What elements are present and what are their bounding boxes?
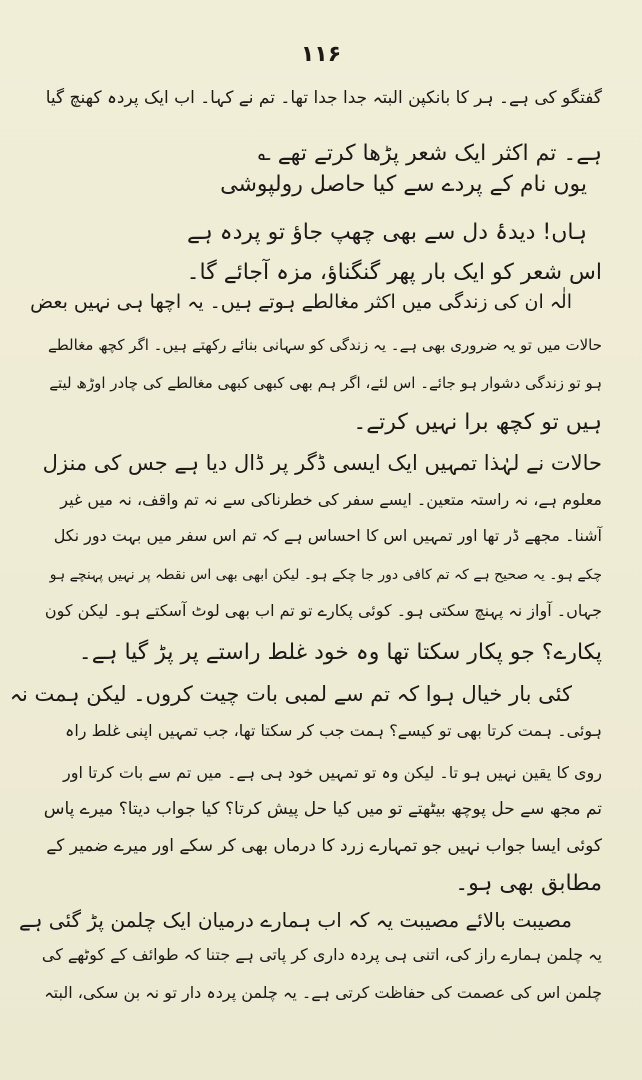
- text-line: تم مجھ سے حل پوچھ بیٹھتے تو میں کیا حل پیش کرتا؟ کیا جواب دیتا؟ میرے پاس: [43, 799, 602, 819]
- text-line: چلمن اس کی عصمت کی حفاظت کرتی ہے۔ یہ چلمن پردہ دار تو نہ بن سکی، البتہ: [44, 983, 602, 1002]
- text-line: مطابق بھی ہو۔: [455, 871, 602, 896]
- verse-line: ہاں! دیدۂ دل سے بھی چھپ جاؤ تو پردہ ہے: [186, 220, 587, 245]
- text-line: معلوم ہے، نہ راستہ متعین۔ ایسے سفر کی خطرناکی سے نہ تم واقف، نہ میں غیر: [60, 490, 602, 509]
- text-line: چکے ہو۔ یہ صحیح ہے کہ تم کافی دور جا چکے ہو۔ لیکن ابھی بھی اس نقطہ پر نہیں پہنچے ہو: [49, 567, 602, 583]
- text-line: کئی بار خیال ہوا کہ تم سے لمبی بات چیت کروں۔ لیکن ہمت نہ: [9, 682, 572, 706]
- text-line: یہ چلمن ہمارے راز کی، اتنی ہی پردہ داری کر پاتی ہے جتنا کہ طوائف کے کوٹھے کی: [41, 945, 602, 964]
- text-line: گفتگو کی ہے۔ ہر کا بانکپن البتہ جدا جدا تھا۔ تم نے کہا۔ اب ایک پردہ کھنچ گیا: [45, 88, 602, 108]
- text-line: ہیں تو کچھ برا نہیں کرتے۔: [353, 410, 602, 435]
- text-line: حالات میں تو یہ ضروری بھی ہے۔ یہ زندگی کو سہانی بنائے رکھتے ہیں۔ اگر کچھ مغالطے: [47, 336, 602, 354]
- text-line: مصیبت بالائے مصیبت یہ کہ اب ہمارے درمیان ایک چلمن پڑ گئی ہے: [19, 908, 572, 932]
- verse-line: یوں نام کے پردے سے کیا حاصل رولپوشی: [220, 172, 587, 197]
- text-line: ہے۔ تم اکثر ایک شعر پڑھا کرتے تھے ؎: [257, 141, 602, 166]
- text-line: جہاں۔ آواز نہ پہنچ سکتی ہو۔ کوئی پکارے تو تم اب بھی لوٹ آسکتے ہو۔ لیکن کون: [44, 601, 602, 620]
- text-line: آشنا۔ مجھے ڈر تھا اور تمہیں اس کا احساس ہے کہ تم اس سفر میں بہت دور نکل: [53, 526, 602, 545]
- text-line: ہوئی۔ ہمت کرتا بھی تو کیسے؟ ہمت جب کر سکتا تھا، جب تمہیں اپنی غلط راہ: [64, 721, 602, 740]
- text-line: حالات نے لہٰذا تمہیں ایک ایسی ڈگر پر ڈال دیا ہے جس کی منزل: [42, 451, 602, 475]
- text-line: کوئی ایسا جواب نہیں جو تمہارے زرد کا درماں بھی کر سکے اور میرے ضمیر کے: [46, 836, 602, 856]
- text-line: ہو تو زندگی دشوار ہو جائے۔ اس لئے، اگر ہم بھی کبھی کبھی مغالطے کی چادر اوڑھ لیتے: [49, 374, 602, 392]
- text-line: الٰہ ان کی زندگی میں اکثر مغالطے ہوتے ہیں۔ یہ اچھا ہی نہیں بعض: [30, 291, 572, 313]
- page-number: ۱۱۶: [300, 42, 342, 67]
- text-line: روی کا یقین نہیں ہو تا۔ لیکن وہ تو تمہیں خود ہی ہے۔ میں تم سے بات کرتا اور: [62, 763, 602, 782]
- text-line: پکارے؟ جو پکار سکتا تھا وہ خود غلط راستے پر پڑ گیا ہے۔: [78, 640, 602, 665]
- text-line: اس شعر کو ایک بار پھر گنگناؤ، مزہ آجائے گا۔: [186, 260, 602, 285]
